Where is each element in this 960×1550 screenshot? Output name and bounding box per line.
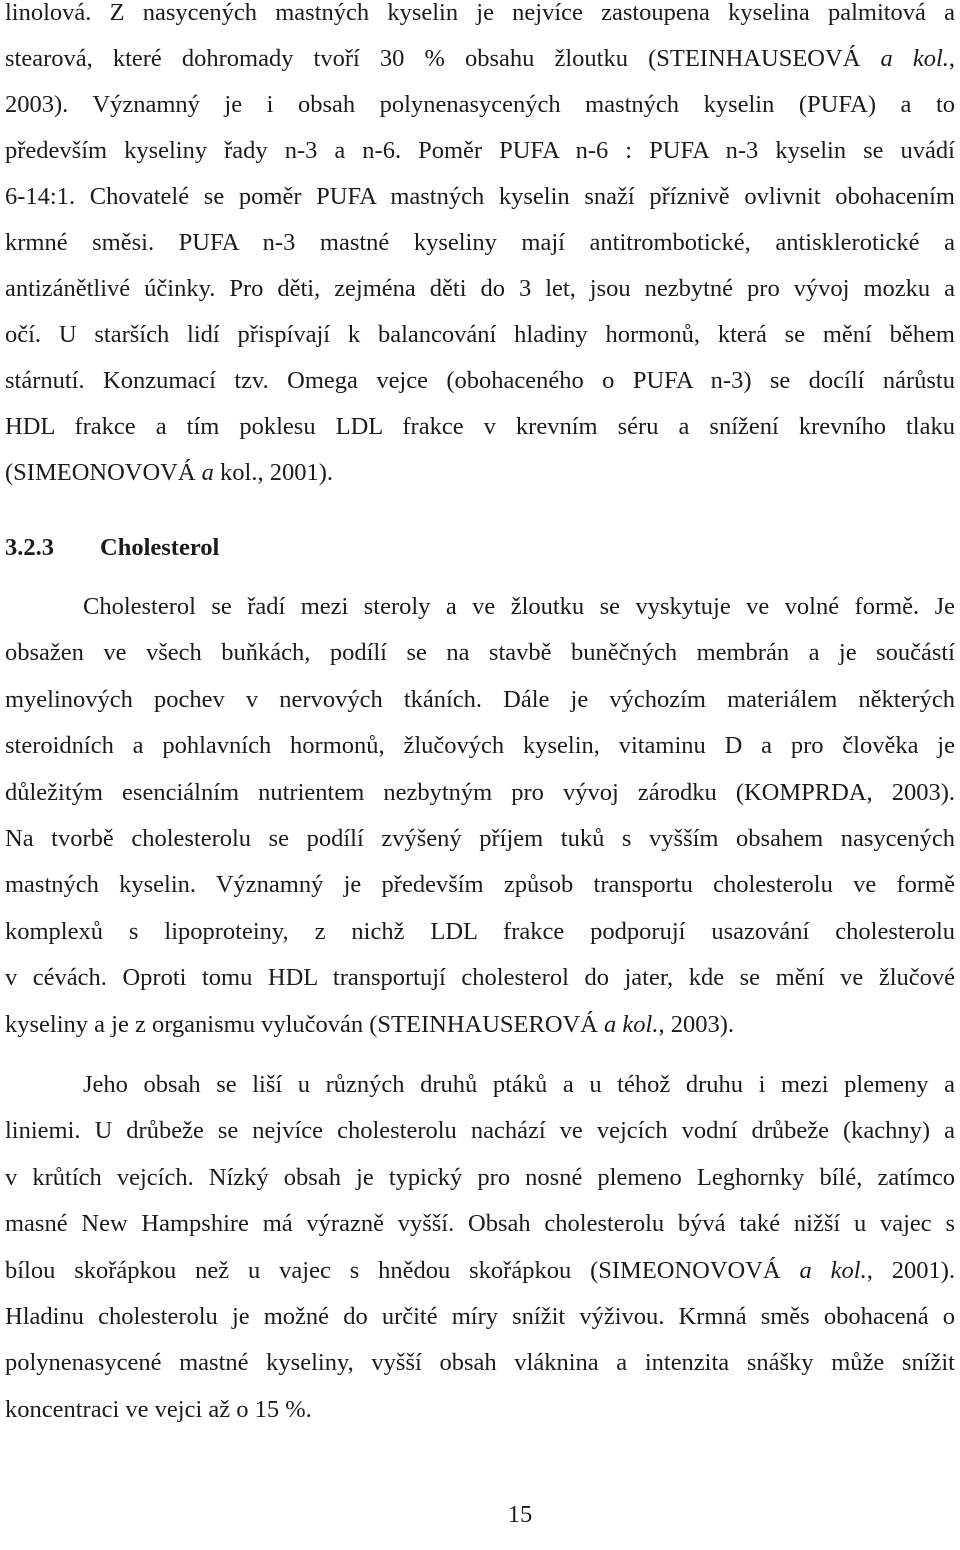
paragraph-line: v cévách. Oproti tomu HDL transportují cholesterol do jater, kde se mění ve žlučové: [5, 964, 955, 992]
paragraph-line: [5, 1248, 955, 1294]
paragraph-line: myelinových pochev v nervových tkáních. Dále je výchozím materiálem některých: [5, 685, 955, 713]
section-heading: [5, 525, 955, 571]
paragraph-line: [5, 1002, 955, 1048]
text-span: , 2003).: [658, 1010, 735, 1038]
paragraph-line: liniemi. U drůbeže se nejvíce cholesterolu nachází ve vejcích vodní drůbeže (kachny) a: [5, 1117, 955, 1145]
paragraph-line: 6-14:1. Chovatelé se poměr PUFA mastných kyselin snaží příznivě ovlivnit obohacením: [5, 183, 955, 210]
paragraph-line: steroidních a pohlavních hormonů, žlučových kyselin, vitaminu D a pro člověka je: [5, 732, 955, 760]
cholesterol-paragraph-1: [5, 584, 955, 1048]
intro-paragraph: [5, 0, 955, 496]
text-span: (SIMEONOVOVÁ: [5, 459, 202, 486]
cholesterol-paragraph-2: [5, 1062, 955, 1433]
text-span: bílou skořápkou než u vajec s hnědou skořápkou (SIMEONOVOVÁ: [5, 1256, 800, 1284]
paragraph-line: obsažen ve všech buňkách, podílí se na stavbě buněčných membrán a je součástí: [5, 639, 955, 667]
page-number: 15: [507, 1501, 533, 1528]
paragraph-line: mastných kyselin. Významný je především způsob transportu cholesterolu ve formě: [5, 871, 955, 899]
paragraph-line: masné New Hampshire má výrazně vyšší. Obsah cholesterolu bývá také nižší u vajec s: [5, 1210, 955, 1238]
paragraph-line: Cholesterol se řadí mezi steroly a ve žloutku se vyskytuje ve volné formě. Je: [83, 593, 955, 620]
paragraph-line: očí. U starších lidí přispívají k balancování hladiny hormonů, která se mění během: [5, 321, 955, 348]
section-number: 3.2.3: [5, 534, 54, 561]
italic-text-span: a kol.: [604, 1010, 659, 1038]
paragraph-line: důležitým esenciálním nutrientem nezbytným pro vývoj zárodku (KOMPRDA, 2003).: [5, 778, 955, 806]
paragraph-line: 2003). Významný je i obsah polynenasycených mastných kyselin (PUFA) a to: [5, 91, 955, 118]
text-span: kol., 2001).: [213, 459, 334, 486]
paragraph-line: antizánětlivé účinky. Pro děti, zejména děti do 3 let, jsou nezbytné pro vývoj mozku a: [5, 275, 955, 302]
paragraph-line: Na tvorbě cholesterolu se podílí zvýšený příjem tuků s vyšším obsahem nasycených: [5, 824, 955, 852]
paragraph-line: krmné směsi. PUFA n-3 mastné kyseliny mají antitrombotické, antisklerotické a: [5, 229, 955, 256]
section-title: Cholesterol: [100, 534, 220, 561]
text-span: kyseliny a je z organismu vylučován (STEINHAUSEROVÁ: [5, 1010, 605, 1038]
paragraph-line: stárnutí. Konzumací tzv. Omega vejce (obohaceného o PUFA n-3) se docílí nárůstu: [5, 367, 955, 394]
paragraph-line: koncentraci ve vejci až o 15 %.: [5, 1395, 312, 1423]
italic-text-span: a kol.: [799, 1256, 867, 1284]
paragraph-line: především kyseliny řady n-3 a n-6. Poměr PUFA n-6 : PUFA n-3 kyselin se uvádí: [5, 137, 955, 164]
paragraph-line: HDL frakce a tím poklesu LDL frakce v krevním séru a snížení krevního tlaku: [5, 413, 955, 440]
text-span: ,: [948, 45, 955, 72]
paragraph-line: Hladinu cholesterolu je možné do určité míry snížit výživou. Krmná směs obohacená o: [5, 1302, 955, 1330]
italic-text-span: a kol.: [880, 45, 949, 72]
paragraph-line: linolová. Z nasycených mastných kyselin je nejvíce zastoupena kyselina palmitová a: [5, 0, 955, 26]
paragraph-line: v krůtích vejcích. Nízký obsah je typický pro nosné plemeno Leghornky bílé, zatímco: [5, 1163, 955, 1191]
paragraph-line: Jeho obsah se liší u různých druhů ptáků a u téhož druhu i mezi plemeny a: [83, 1071, 955, 1098]
paragraph-line: polynenasycené mastné kyseliny, vyšší obsah vláknina a intenzita snášky může snížit: [5, 1349, 955, 1377]
paragraph-line: [5, 36, 955, 82]
text-span: stearová, které dohromady tvoří 30 % obsahu žloutku (STEINHAUSEOVÁ: [5, 45, 881, 72]
italic-text-span: a: [201, 459, 214, 486]
text-span: , 2001).: [866, 1256, 955, 1284]
paragraph-line: komplexů s lipoproteiny, z nichž LDL frakce podporují usazování cholesterolu: [5, 917, 955, 945]
paragraph-line: [5, 450, 955, 496]
